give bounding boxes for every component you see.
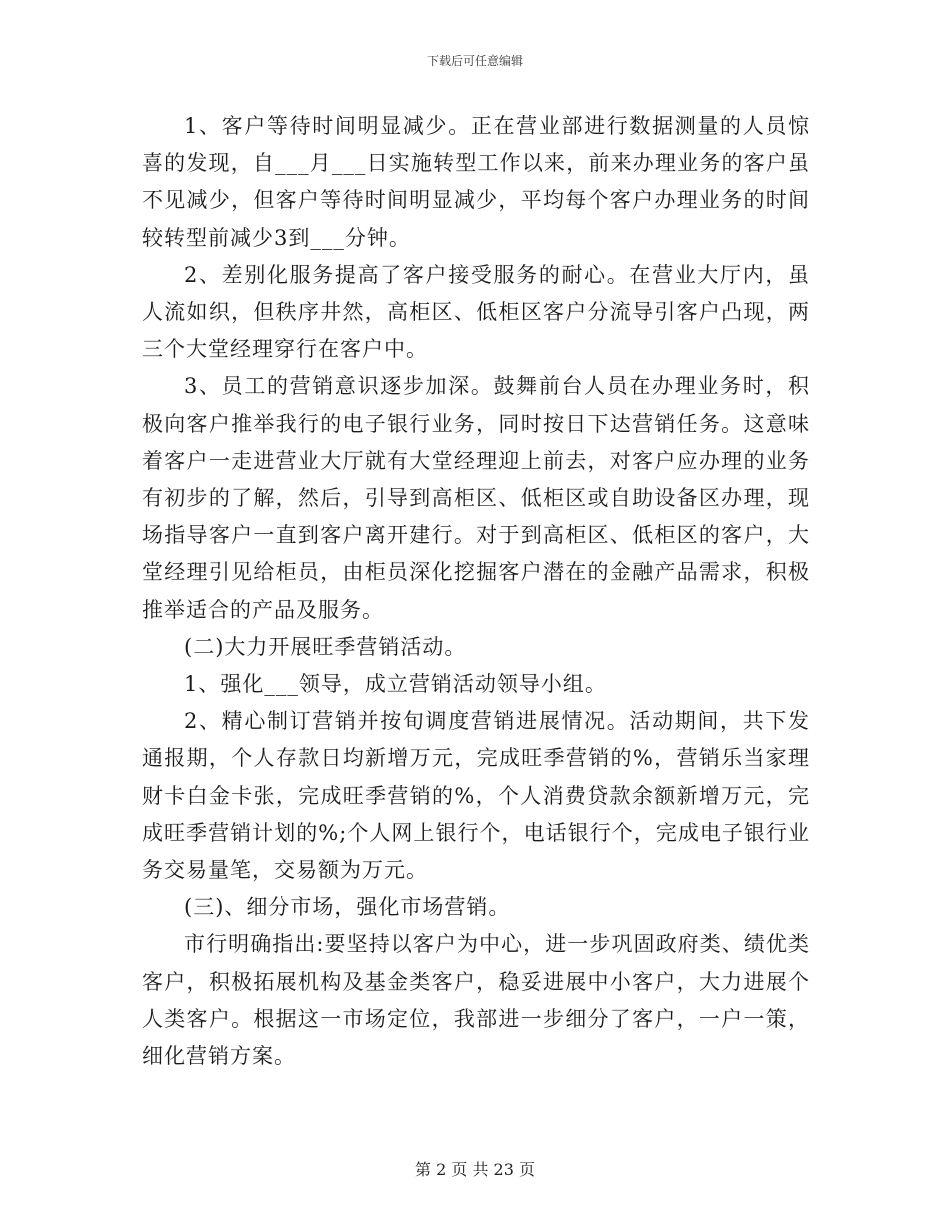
paragraph-marketing-awareness: 3、员工的营销意识逐步加深。鼓舞前台人员在办理业务时，积极向客户推举我行的电子银行业务，同时按日下达营销任务。这意味着客户一走进营业大厅就有大堂经理迎上前去，对客户应办理的业务有初步的了解，然后，引导到高柜区、低柜区或自助设备区办理，现场指导客户一直到客户离开建行。对于到高柜区、低柜区的客户，大堂经理引见给柜员，由柜员深化挖掘客户潜在的金融产品需求，积极推举适合的产品及服务。 (142, 374, 810, 622)
paragraph-customer-focus: 市行明确指出:要坚持以客户为中心，进一步巩固政府类、绩优类客户，积极拓展机构及基金类客户，稳妥进展中小客户，大力进展个人类客户。根据这一市场定位，我部进一步细分了客户，一户一策，细化营销方案。 (142, 932, 810, 1069)
paragraph-marketing-schedule: 2、精心制订营销并按旬调度营销进展情况。活动期间，共下发通报期，个人存款日均新增万元，完成旺季营销的%，营销乐当家理财卡白金卡张，完成旺季营销的%，个人消费贷款余额新增万元，完成旺季营销计划的%;个人网上银行个，电话银行个，完成电子银行业务交易量笔，交易额为万元。 (142, 709, 810, 883)
paragraph-leadership: 1、强化___领导，成立营销活动领导小组。 (184, 672, 607, 697)
document-body (142, 108, 810, 1075)
page-number: 第 2 页 共 23 页 (415, 1160, 535, 1179)
section-heading-peak-season: (二)大力开展旺季营销活动。 (184, 634, 467, 659)
paragraph-differentiated-service: 2、差别化服务提高了客户接受服务的耐心。在营业大厅内，虽人流如织，但秩序井然，高柜区、低柜区客户分流导引客户凸现，两三个大堂经理穿行在客户中。 (142, 262, 810, 362)
page-header-note: 下载后可任意编辑 (426, 54, 523, 68)
section-heading-market-segmentation: (三)、细分市场，强化市场营销。 (184, 895, 511, 920)
paragraph-wait-time: 1、客户等待时间明显减少。正在营业部进行数据测量的人员惊喜的发现，自___月___日实施转型工作以来，前来办理业务的客户虽不见减少，但客户等待时间明显减少，平均每个客户办理业务的时间较转型前减少3到___分钟。 (142, 114, 810, 250)
